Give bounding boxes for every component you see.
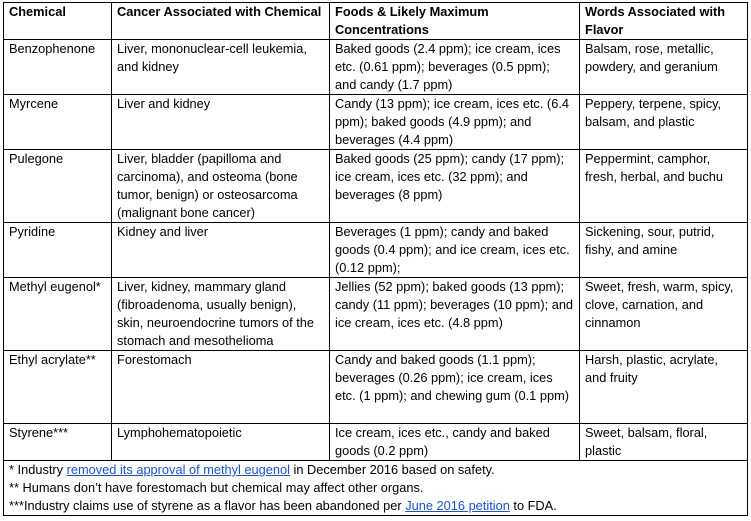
cell-words: Harsh, plastic, acrylate, and fruity	[580, 351, 748, 424]
cell-cancer: Lymphohematopoietic	[112, 424, 330, 461]
cell-cancer: Liver, mononuclear-cell leukemia, and kidney	[112, 40, 330, 95]
cell-chemical: Methyl eugenol*	[4, 278, 112, 351]
cell-cancer: Kidney and liver	[112, 223, 330, 278]
table-row	[4, 150, 748, 223]
table-row	[4, 95, 748, 150]
table-row	[4, 278, 748, 351]
table-row	[4, 424, 748, 461]
cell-words: Peppermint, camphor, fresh, herbal, and buchu	[580, 150, 748, 223]
cell-words: Sweet, fresh, warm, spicy, clove, carnation, and cinnamon	[580, 278, 748, 351]
cell-foods: Baked goods (25 ppm); candy (17 ppm); ice cream, ices etc. (32 ppm); and beverages (8 ppm)	[330, 150, 580, 223]
cell-cancer: Liver, bladder (papilloma and carcinoma), and osteoma (bone tumor, benign) or osteosarcoma (malignant bone cancer)	[112, 150, 330, 223]
footnote-1-prefix: * Industry	[9, 462, 67, 477]
cell-cancer: Forestomach	[112, 351, 330, 424]
cell-cancer: Liver, kidney, mammary gland (fibroadenoma, usually benign), skin, neuroendocrine tumors of the stomach and mesothelioma	[112, 278, 330, 351]
footnotes-row	[4, 461, 748, 516]
cell-words: Peppery, terpene, spicy, balsam, and plastic	[580, 95, 748, 150]
footnote-1-suffix: in December 2016 based on safety.	[289, 462, 495, 477]
header-chemical: Chemical	[4, 3, 112, 40]
cell-foods: Baked goods (2.4 ppm); ice cream, ices etc. (0.61 ppm); beverages (0.5 ppm); and candy (1.7 ppm)	[330, 40, 580, 95]
cell-chemical: Pulegone	[4, 150, 112, 223]
header-cancer: Cancer Associated with Chemical	[112, 3, 330, 40]
cell-words: Balsam, rose, metallic, powdery, and geranium	[580, 40, 748, 95]
header-foods: Foods & Likely Maximum Concentrations	[330, 3, 580, 40]
methyl-eugenol-approval-link[interactable]: removed its approval of methyl eugenol	[66, 462, 290, 477]
footnote-2: ** Humans don’t have forestomach but chemical may affect other organs.	[9, 480, 424, 495]
table-row	[4, 40, 748, 95]
table-header-row	[4, 3, 748, 40]
cell-foods: Ice cream, ices etc., candy and baked goods (0.2 ppm)	[330, 424, 580, 461]
cell-words: Sickening, sour, putrid, fishy, and amine	[580, 223, 748, 278]
header-words: Words Associated with Flavor	[580, 3, 748, 40]
footnote-1	[9, 461, 742, 479]
cell-foods: Jellies (52 ppm); baked goods (13 ppm); candy (11 ppm); beverages (10 ppm); and ice cream, ices etc. (4.8 ppm)	[330, 278, 580, 351]
table-row	[4, 223, 748, 278]
june-2016-petition-link[interactable]: June 2016 petition	[405, 498, 510, 513]
footnote-3-prefix: ***Industry claims use of styrene as a flavor has been abandoned per	[9, 498, 406, 513]
footnote-3	[9, 497, 742, 515]
cell-chemical: Myrcene	[4, 95, 112, 150]
cell-words: Sweet, balsam, floral, plastic	[580, 424, 748, 461]
cell-foods: Beverages (1 ppm); candy and baked goods (0.4 ppm); and ice cream, ices etc. (0.12 ppm);	[330, 223, 580, 278]
cell-cancer: Liver and kidney	[112, 95, 330, 150]
cell-chemical: Ethyl acrylate**	[4, 351, 112, 424]
table-row	[4, 351, 748, 424]
cell-chemical: Benzophenone	[4, 40, 112, 95]
chemical-cancer-table	[3, 2, 748, 516]
cell-chemical: Styrene***	[4, 424, 112, 461]
footnotes-cell	[4, 461, 748, 516]
cell-foods: Candy and baked goods (1.1 ppm); beverages (0.26 ppm); ice cream, ices etc. (1 ppm); and chewing gum (0.1 ppm)	[330, 351, 580, 424]
cell-foods: Candy (13 ppm); ice cream, ices etc. (6.4 ppm); baked goods (4.9 ppm); and beverages (4.4 ppm)	[330, 95, 580, 150]
footnote-3-suffix: to FDA.	[509, 498, 557, 513]
cell-chemical: Pyridine	[4, 223, 112, 278]
